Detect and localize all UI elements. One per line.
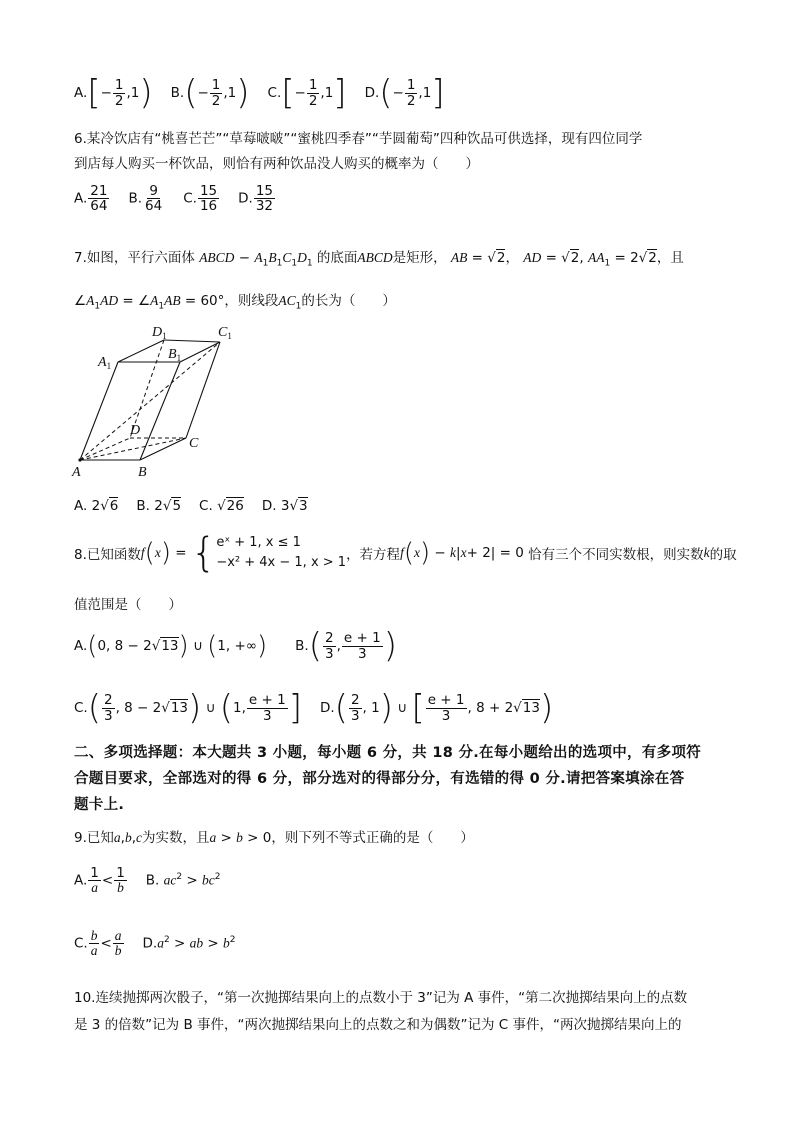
q9-options-row2 xyxy=(74,929,254,958)
edge-a1-d1 xyxy=(118,340,164,362)
diagonal-a-c-hidden xyxy=(80,438,186,460)
q10-text-line1: 10.连续抛掷两次骰子，“第一次抛掷结果向上的点数小于 3”记为 A 事件，“第二次抛掷结果向上的点数 xyxy=(74,990,688,1006)
q6-option-c: C. $\frac{15}{16}$ xyxy=(183,183,218,215)
label-c1: $C_1$ xyxy=(218,325,232,341)
q7-text-line2: $\angle A_1AD$ = $\angle A_1AB = 60^\circ$，则线段$AC_1$的长为（ ） xyxy=(74,293,396,312)
label-a1: $A_1$ xyxy=(98,355,112,371)
q6-option-b: B. $\frac{9}{64}$ xyxy=(128,183,163,215)
q7-option-d: D. 3√3 xyxy=(261,498,308,514)
q9-text: 9.已知a,b,c为实数，且a > b > 0，则下列不等式正确的是（ ） xyxy=(74,830,474,846)
label-b: B xyxy=(138,465,147,480)
q7-parallelepiped-figure xyxy=(68,320,248,480)
q8-option-d: D.( $\frac{2}{3}$ , 1) ∪ [ $\frac{e + 1}{3}$ , 8 + 2√13) xyxy=(319,688,554,728)
q8-options-row2 xyxy=(74,686,571,730)
q6-options xyxy=(74,184,294,213)
q9-options-row1 xyxy=(74,866,239,895)
edge-b-c xyxy=(140,438,186,460)
q7-text-line1: 7.如图，平行六面体 ABCD − $A_1B_1C_1D_1$ 的底面ABCD是矩形， AB = √2， AD = √2, $AA_1 = 2√2$，且 xyxy=(74,250,684,269)
q8-text-line1: 8.已知函数 f ( x ) = { eˣ + 1, x ≤ 1 −x² + 4x − 1, x > 1 ，若方程 f ( x ) − k | x + 2| = 0 恰有三个不同实数根，则实数 k 的取 xyxy=(74,530,737,576)
q8-option-c: C.( $\frac{2}{3}$ , 8 − 2√13) ∪ (1, $\frac{e + 1}{3}$ ] xyxy=(74,688,302,728)
label-b1: $B_1$ xyxy=(168,347,182,363)
label-d1: $D_1$ xyxy=(152,325,167,341)
q5-option-b: B.(− $\frac{1}{2}$ ,1) xyxy=(170,73,250,113)
q7-option-b: B. 2√5 xyxy=(136,498,182,514)
q7-options xyxy=(74,498,326,514)
q7-option-a: A. 2√6 xyxy=(74,498,119,514)
edge-d1-c1 xyxy=(164,340,220,342)
q5-option-a: A.[− $\frac{1}{2}$ ,1) xyxy=(74,73,153,113)
q9-option-c: C. $\frac{b}{a}$ < $\frac{a}{b}$ xyxy=(74,928,122,959)
q6-text-line2: 到店每人购买一杯饮品，则恰有两种饮品没人购买的概率为（ ） xyxy=(74,156,479,172)
q7-option-c: C. √26 xyxy=(199,498,244,514)
q8-option-b: B.( $\frac{2}{3}$ , $\frac{e + 1}{3}$ ) xyxy=(295,626,397,666)
q5-options xyxy=(74,72,463,114)
label-d: D xyxy=(130,423,141,438)
q8-piecewise: eˣ + 1, x ≤ 1 −x² + 4x − 1, x > 1 xyxy=(216,535,347,570)
edge-b-b1 xyxy=(140,362,180,460)
q9-option-b: B. $ac^2 > bc^2$ xyxy=(145,872,221,889)
q5-option-c: C.[− $\frac{1}{2}$ ,1] xyxy=(267,73,347,113)
q9-option-a: A. $\frac{1}{a}$ < $\frac{1}{b}$ xyxy=(74,865,125,896)
label-a: A xyxy=(72,465,81,480)
q8-text-line2: 值范围是（ ） xyxy=(74,597,182,613)
q8-options-row1 xyxy=(74,624,415,668)
label-c: C xyxy=(189,436,199,451)
q6-text-line1: 6.某冷饮店有“桃喜芒芒”“草莓啵啵”“蜜桃四季春”“芋圆葡萄”四种饮品可供选择，现有四位同学 xyxy=(74,131,643,147)
section-2-heading: 二、多项选择题：本大题共 3 小题，每小题 6 分，共 18 分.在每小题给出的选项中，有多项符 合题目要求，全部选对的得 6 分，部分选对的得部分分，有选错的得 0 分.请把答案填涂在答 题卡上. xyxy=(74,745,702,813)
q5-option-d: D.(− $\frac{1}{2}$ ,1] xyxy=(364,73,445,113)
q9-option-d: $D.a^2$ > ab > $b^2$ xyxy=(142,935,236,952)
q6-option-d: D. $\frac{15}{32}$ xyxy=(238,183,274,215)
q8-option-a: A.(0, 8 − 2√13) ∪ (1, +∞) xyxy=(74,631,268,661)
q10-text-line2: 是 3 的倍数”记为 B 事件，“两次抛掷结果向上的点数之和为偶数”记为 C 事件，“两次抛掷结果向上的 xyxy=(74,1017,682,1033)
q6-option-a: A. $\frac{21}{64}$ xyxy=(74,183,108,215)
